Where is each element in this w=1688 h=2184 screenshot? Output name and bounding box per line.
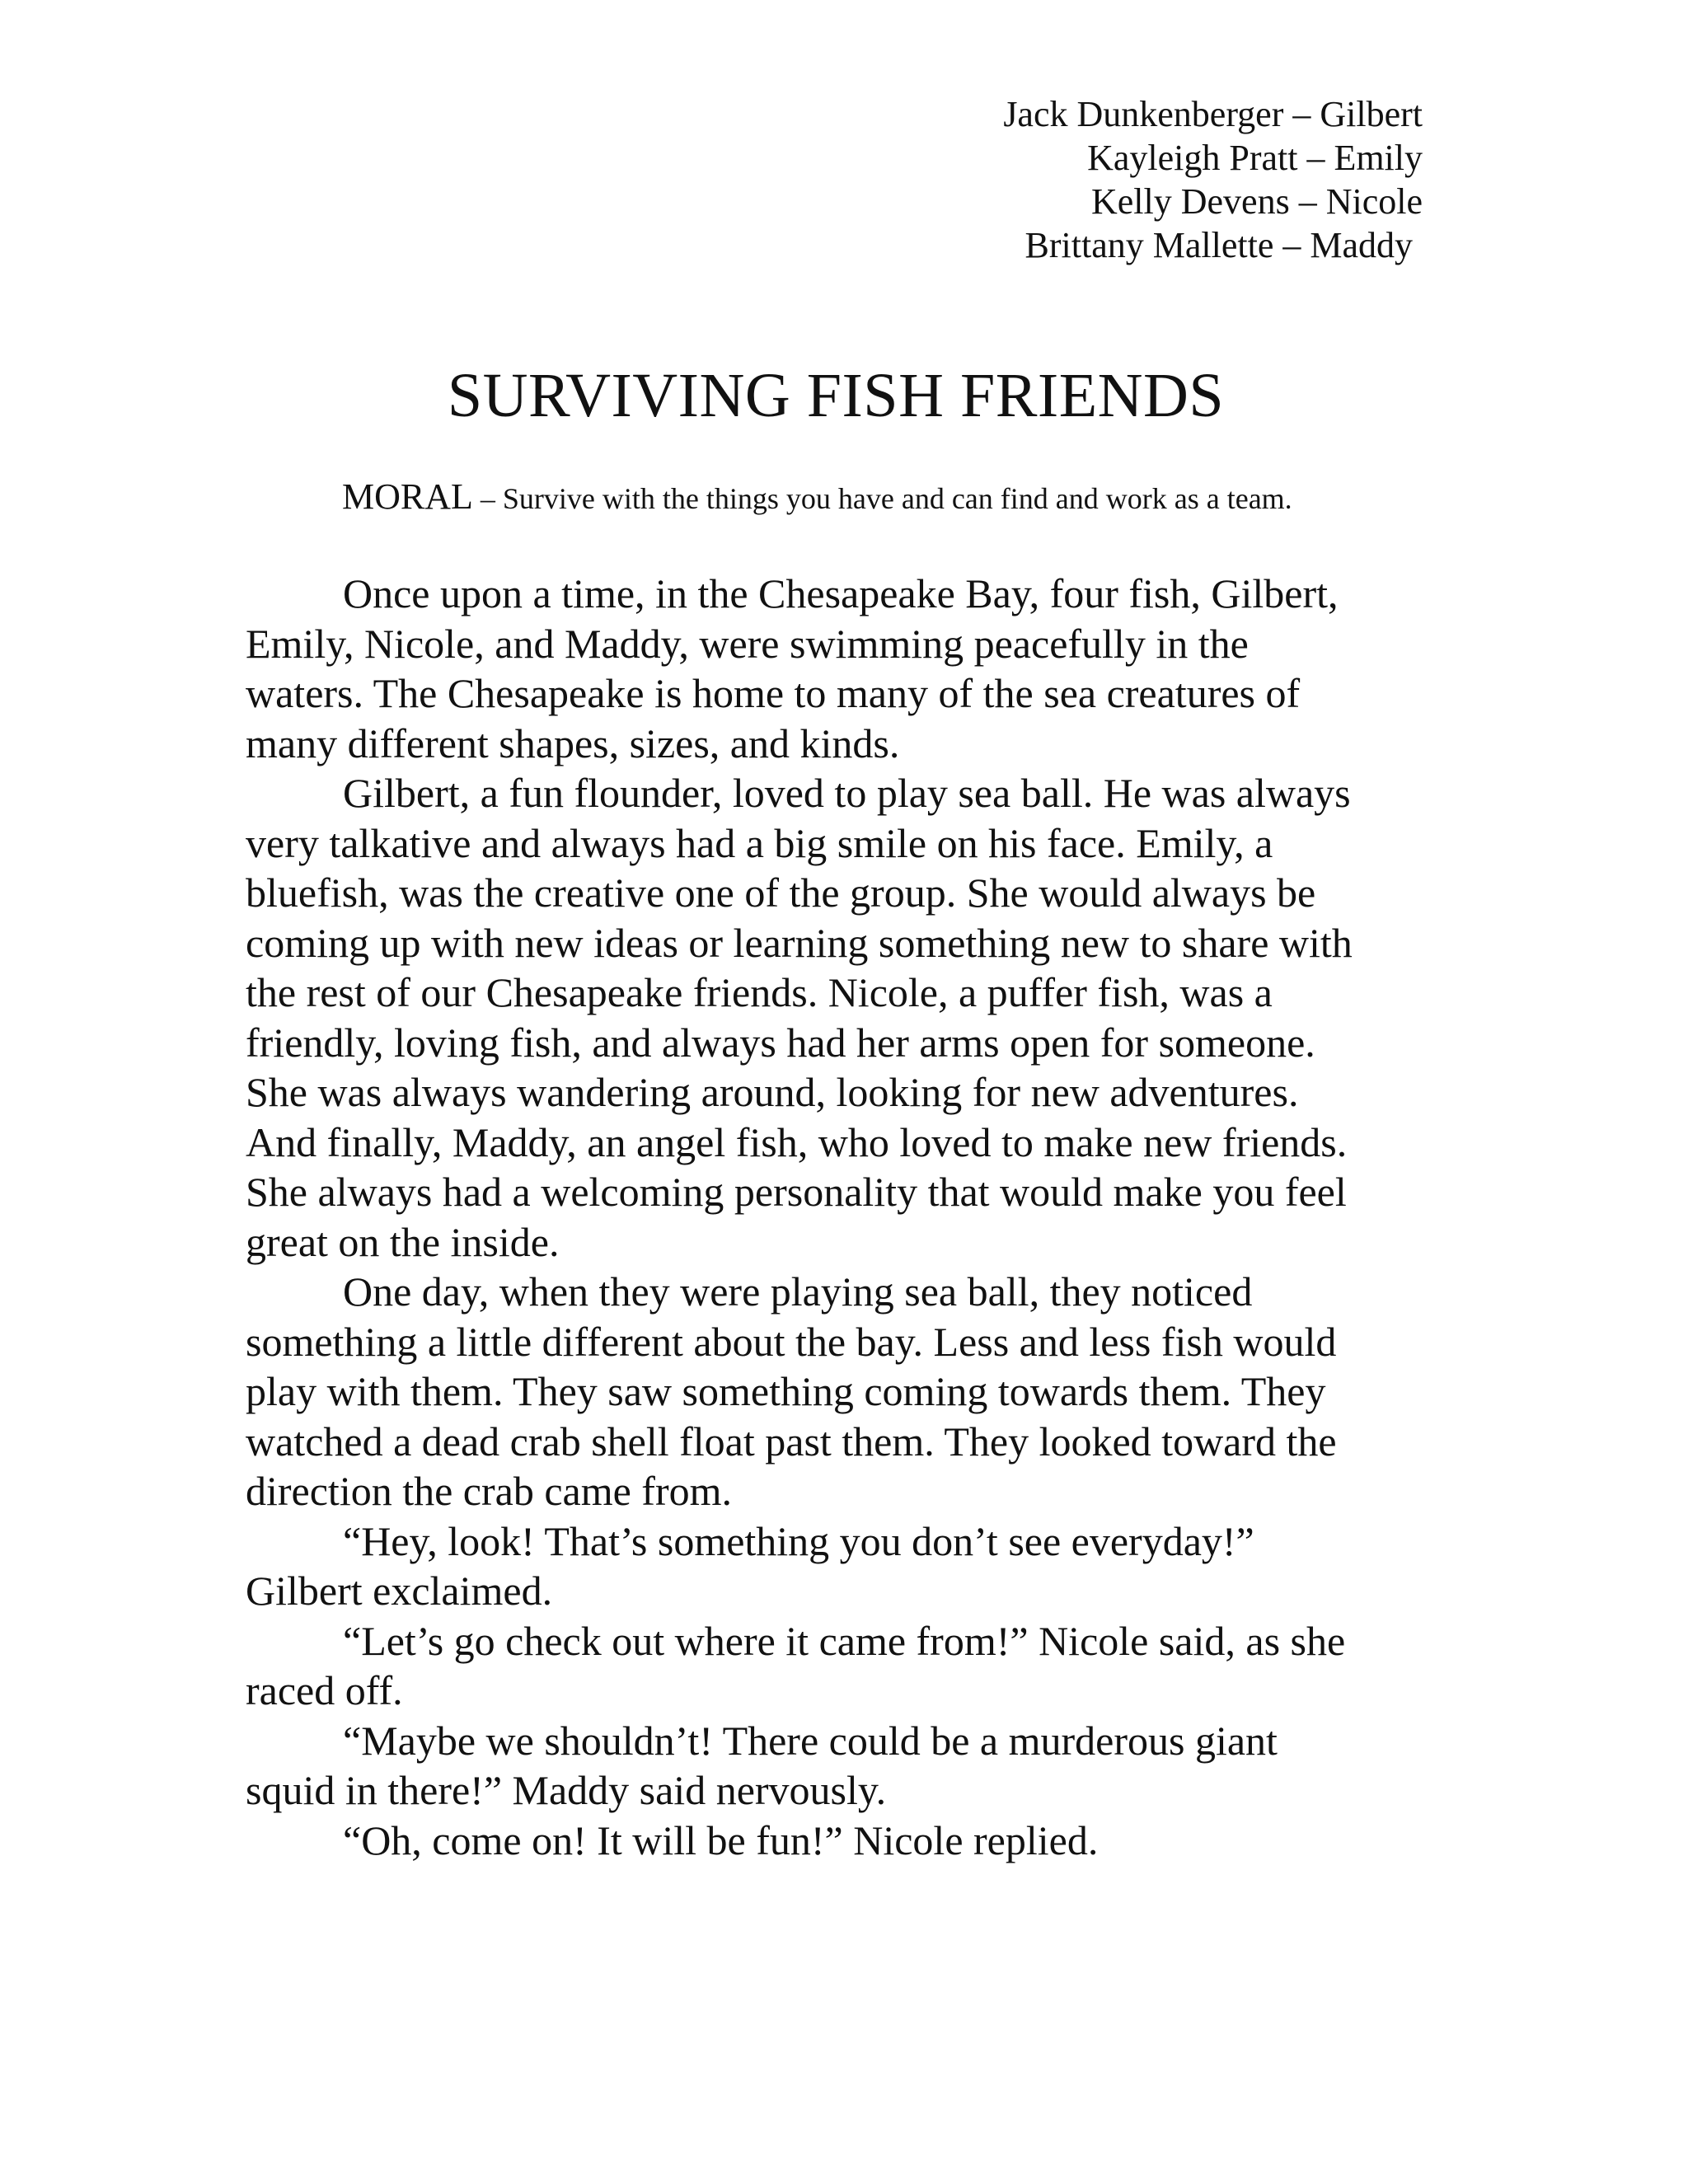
paragraph xyxy=(246,1267,1465,1516)
text-line: Gilbert, a fun flounder, loved to play sea ball. He was always xyxy=(343,770,1351,816)
cast-line: Kelly Devens – Nicole xyxy=(1091,181,1423,222)
story-body xyxy=(246,569,1465,1865)
moral-text: – Survive with the things you have and can find and work as a team. xyxy=(472,482,1292,515)
text-line: friendly, loving fish, and always had her arms open for someone. xyxy=(246,1019,1315,1066)
text-line: Once upon a time, in the Chesapeake Bay, four fish, Gilbert, xyxy=(343,570,1339,616)
moral-line xyxy=(342,474,1292,522)
moral-label: MORAL xyxy=(342,476,473,517)
text-line: “Let’s go check out where it came from!” Nicole said, as she xyxy=(343,1617,1346,1664)
text-line: watched a dead crab shell float past them. They looked toward the xyxy=(246,1418,1337,1465)
text-line: raced off. xyxy=(246,1667,403,1713)
text-line: And finally, Maddy, an angel fish, who loved to make new friends. xyxy=(246,1118,1348,1165)
cast-list xyxy=(681,92,1423,267)
text-line: waters. The Chesapeake is home to many of the sea creatures of xyxy=(246,670,1301,716)
text-line: many different shapes, sizes, and kinds. xyxy=(246,719,900,766)
cast-line: Brittany Mallette – Maddy xyxy=(1025,225,1413,265)
story-title xyxy=(0,359,1688,433)
paragraph xyxy=(246,1816,1465,1866)
text-line: “Maybe we shouldn’t! There could be a murderous giant xyxy=(343,1717,1278,1764)
paragraph xyxy=(246,768,1465,1267)
cast-line: Jack Dunkenberger – Gilbert xyxy=(1003,94,1423,134)
text-line: Emily, Nicole, and Maddy, were swimming peacefully in the xyxy=(246,620,1249,667)
cast-line: Kayleigh Pratt – Emily xyxy=(1087,138,1423,178)
text-line: One day, when they were playing sea ball, they noticed xyxy=(343,1268,1253,1315)
text-line: very talkative and always had a big smile on his face. Emily, a xyxy=(246,819,1273,866)
paragraph xyxy=(246,1716,1465,1816)
paragraph xyxy=(246,1616,1465,1716)
text-line: “Hey, look! That’s something you don’t see everyday!” xyxy=(343,1517,1254,1564)
paragraph xyxy=(246,1516,1465,1616)
text-line: Gilbert exclaimed. xyxy=(246,1568,553,1614)
text-line: bluefish, was the creative one of the group. She would always be xyxy=(246,869,1316,916)
text-line: squid in there!” Maddy said nervously. xyxy=(246,1767,887,1813)
text-line: She always had a welcoming personality that would make you feel xyxy=(246,1169,1347,1215)
paragraph xyxy=(246,569,1465,768)
text-line: coming up with new ideas or learning something new to share with xyxy=(246,919,1353,966)
text-line: She was always wandering around, looking for new adventures. xyxy=(246,1069,1299,1115)
text-line: the rest of our Chesapeake friends. Nicole, a puffer fish, was a xyxy=(246,969,1273,1015)
story-title-text: SURVIVING FISH FRIENDS xyxy=(447,361,1225,430)
text-line: “Oh, come on! It will be fun!” Nicole replied. xyxy=(343,1816,1099,1863)
text-line: direction the crab came from. xyxy=(246,1468,732,1514)
text-line: great on the inside. xyxy=(246,1218,560,1265)
text-line: something a little different about the bay. Less and less fish would xyxy=(246,1318,1337,1365)
text-line: play with them. They saw something coming towards them. They xyxy=(246,1368,1326,1414)
